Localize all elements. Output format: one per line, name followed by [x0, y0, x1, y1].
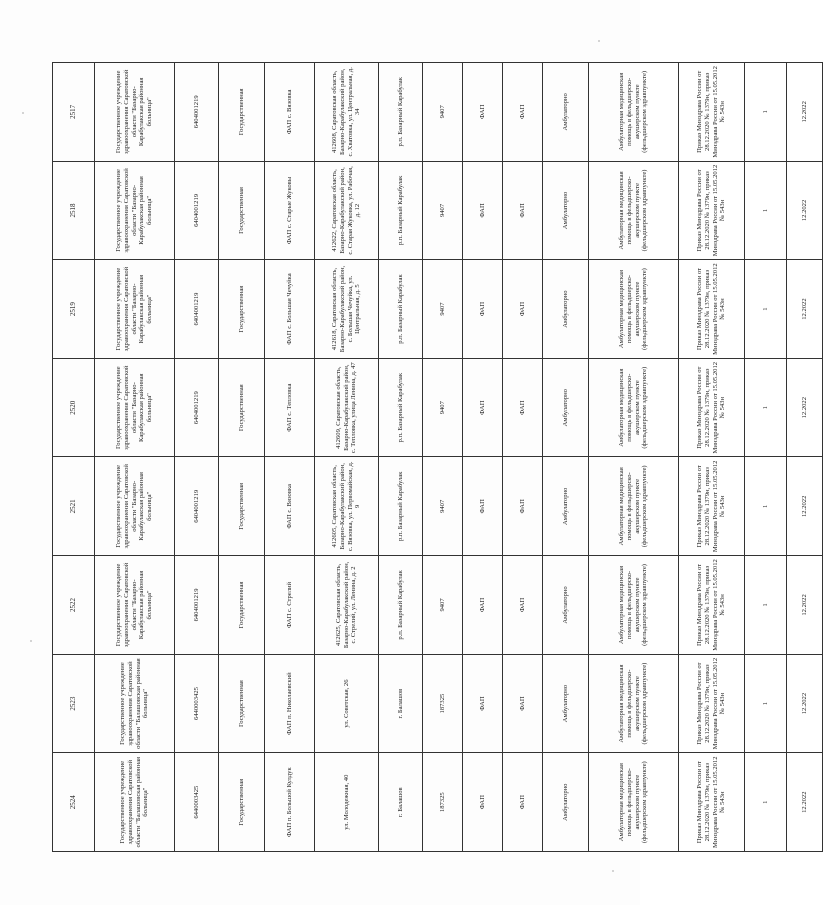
field-row-type2	[503, 63, 543, 852]
field-row-org	[95, 63, 175, 852]
field-row-code	[423, 63, 463, 852]
cell-type2: ФАП	[503, 358, 543, 457]
cell-condition: Амбулаторно	[543, 358, 589, 457]
cell-type2: ФАП	[503, 753, 543, 852]
cell-doc: Приказ Минздрава России от 28.12.2020 № 1379н, приказ Минздрава России от 15.05.2012 № 543н	[679, 654, 745, 753]
cell-inn: 6404001219	[175, 63, 219, 162]
cell-id: 2519	[53, 260, 95, 359]
field-row-purpose	[589, 63, 679, 852]
cell-num: 1	[745, 457, 787, 556]
cell-num: 1	[745, 358, 787, 457]
cell-locality: р.п. Базарный Карабулак	[379, 457, 423, 556]
cell-date: 12.2022	[787, 358, 823, 457]
cell-condition: Амбулаторно	[543, 161, 589, 260]
cell-form: Государственная	[219, 63, 265, 162]
field-row-address	[315, 63, 379, 852]
cell-locality: р.п. Базарный Карабулак	[379, 358, 423, 457]
cell-id: 2518	[53, 161, 95, 260]
cell-num: 1	[745, 556, 787, 655]
cell-locality: г. Балашов	[379, 654, 423, 753]
cell-num: 1	[745, 654, 787, 753]
cell-num: 1	[745, 63, 787, 162]
cell-date: 12.2022	[787, 161, 823, 260]
cell-condition: Амбулаторно	[543, 753, 589, 852]
cell-form: Государственная	[219, 161, 265, 260]
cell-address: ул. Советская, 26	[315, 654, 379, 753]
cell-name: ФАП с. Вязовка	[265, 457, 315, 556]
field-row-condition	[543, 63, 589, 852]
cell-id: 2517	[53, 63, 95, 162]
field-row-date	[787, 63, 823, 852]
cell-date: 12.2022	[787, 753, 823, 852]
cell-form: Государственная	[219, 753, 265, 852]
cell-code: 9407	[423, 63, 463, 162]
cell-org: Государственное учреждение здравоохранения Саратовской области "Базарно-Карабулакская районная больница"	[95, 63, 175, 162]
cell-address: 412622, Саратовская область, Базарно-Карабулакский район, с. Старая Жуковка, ул. Рабочая, д. 12	[315, 161, 379, 260]
cell-purpose: Амбулаторная медицинская помощь в фельдшерско-акушерском пункте (фельдшерском здравпункте)	[589, 358, 679, 457]
cell-doc: Приказ Минздрава России от 28.12.2020 № 1379н, приказ Минздрава России от 15.05.2012 № 543н	[679, 161, 745, 260]
cell-doc: Приказ Минздрава России от 28.12.2020 № 1379н, приказ Минздрава России от 15.05.2012 № 543н	[679, 260, 745, 359]
cell-type2: ФАП	[503, 260, 543, 359]
cell-code: 9407	[423, 556, 463, 655]
facility-table	[52, 62, 823, 852]
cell-id: 2521	[53, 457, 95, 556]
cell-locality: р.п. Базарный Карабулак	[379, 260, 423, 359]
cell-id: 2523	[53, 654, 95, 753]
cell-inn: 6404001219	[175, 260, 219, 359]
cell-address: 412618, Саратовская область, Базарно-Карабулакский район, с. Большая Чечуйка, ул. Центральная, д. 5	[315, 260, 379, 359]
cell-address: 412608, Саратовская область, Базарно-Карабулакский район, с. Хватовка, ул. Центральная, д. 34	[315, 63, 379, 162]
cell-type2: ФАП	[503, 556, 543, 655]
cell-locality: р.п. Базарный Карабулак	[379, 63, 423, 162]
cell-org: Государственное учреждение здравоохранения Саратовской области "Базарно-Карабулакская районная больница"	[95, 161, 175, 260]
cell-code: 187325	[423, 753, 463, 852]
cell-org: Государственное учреждение здравоохранения Саратовской области "Базарно-Карабулакская районная больница"	[95, 457, 175, 556]
field-row-id	[53, 63, 95, 852]
cell-condition: Амбулаторно	[543, 457, 589, 556]
cell-purpose: Амбулаторная медицинская помощь в фельдшерско-акушерском пункте (фельдшерском здравпункте)	[589, 556, 679, 655]
rotated-table-container	[52, 62, 808, 852]
cell-id: 2524	[53, 753, 95, 852]
cell-name: ФАП с. Большая Чечуйка	[265, 260, 315, 359]
field-row-doc	[679, 63, 745, 852]
cell-type: ФАП	[463, 358, 503, 457]
cell-date: 12.2022	[787, 457, 823, 556]
cell-form: Государственная	[219, 457, 265, 556]
cell-name: ФАП с. Старые Жуковы	[265, 161, 315, 260]
field-row-inn	[175, 63, 219, 852]
cell-date: 12.2022	[787, 63, 823, 162]
cell-purpose: Амбулаторная медицинская помощь в фельдшерско-акушерском пункте (фельдшерском здравпункте)	[589, 161, 679, 260]
cell-code: 9407	[423, 358, 463, 457]
cell-type: ФАП	[463, 753, 503, 852]
cell-locality: р.п. Базарный Карабулак	[379, 161, 423, 260]
cell-inn: 6404001219	[175, 161, 219, 260]
cell-type2: ФАП	[503, 654, 543, 753]
cell-condition: Амбулаторно	[543, 654, 589, 753]
cell-doc: Приказ Минздрава России от 28.12.2020 № 1379н, приказ Минздрава России от 15.05.2012 № 543н	[679, 358, 745, 457]
cell-condition: Амбулаторно	[543, 260, 589, 359]
cell-code: 187325	[423, 654, 463, 753]
cell-org: Государственное учреждение здравоохранения Саратовской области "Базарно-Карабулакская районная больница"	[95, 260, 175, 359]
cell-locality: р.п. Базарный Карабулак	[379, 556, 423, 655]
cell-num: 1	[745, 161, 787, 260]
cell-org: Государственное учреждение здравоохранения Саратовской области "Балашовская районная больница"	[95, 654, 175, 753]
cell-inn: 6404001219	[175, 556, 219, 655]
cell-inn: 6440003425	[175, 753, 219, 852]
cell-form: Государственная	[219, 260, 265, 359]
cell-name: ФАП п. Николаевский	[265, 654, 315, 753]
cell-purpose: Амбулаторная медицинская помощь в фельдшерско-акушерском пункте (фельдшерском здравпункте)	[589, 63, 679, 162]
cell-doc: Приказ Минздрава России от 28.12.2020 № 1379н, приказ Минздрава России от 15.05.2012 № 543н	[679, 63, 745, 162]
cell-doc: Приказ Минздрава России от 28.12.2020 № 1379н, приказ Минздрава России от 15.05.2012 № 543н	[679, 753, 745, 852]
field-row-num	[745, 63, 787, 852]
cell-org: Государственное учреждение здравоохранения Саратовской области "Базарно-Карабулакская районная больница"	[95, 358, 175, 457]
cell-type: ФАП	[463, 63, 503, 162]
cell-type: ФАП	[463, 161, 503, 260]
cell-purpose: Амбулаторная медицинская помощь в фельдшерско-акушерском пункте (фельдшерском здравпункте)	[589, 260, 679, 359]
cell-type: ФАП	[463, 457, 503, 556]
cell-type2: ФАП	[503, 457, 543, 556]
field-row-name	[265, 63, 315, 852]
cell-address: ул. Молодежная, 40	[315, 753, 379, 852]
cell-id: 2522	[53, 556, 95, 655]
cell-address: 412625, Саратовская область, Базарно-Карабулакский район, с. Стрелий, ул. Ленина, д. 2	[315, 556, 379, 655]
scan-speck	[22, 112, 24, 114]
cell-type2: ФАП	[503, 161, 543, 260]
cell-address: 412609, Саратовская область, Базарно-Карабулакский район, с. Тепловка, улица Ленина, д. 47	[315, 358, 379, 457]
field-row-type	[463, 63, 503, 852]
field-row-locality	[379, 63, 423, 852]
cell-num: 1	[745, 753, 787, 852]
cell-type2: ФАП	[503, 63, 543, 162]
cell-inn: 6404001219	[175, 358, 219, 457]
cell-name: ФАП с. Тепловка	[265, 358, 315, 457]
cell-purpose: Амбулаторная медицинская помощь в фельдшерско-акушерском пункте (фельдшерском здравпункте)	[589, 753, 679, 852]
cell-locality: г. Балашов	[379, 753, 423, 852]
cell-condition: Амбулаторно	[543, 63, 589, 162]
scan-speck	[30, 640, 32, 642]
cell-code: 9407	[423, 260, 463, 359]
cell-date: 12.2022	[787, 260, 823, 359]
scan-speck	[612, 870, 614, 872]
cell-doc: Приказ Минздрава России от 28.12.2020 № 1379н, приказ Минздрава России от 15.05.2012 № 543н	[679, 556, 745, 655]
cell-type: ФАП	[463, 556, 503, 655]
cell-form: Государственная	[219, 654, 265, 753]
cell-purpose: Амбулаторная медицинская помощь в фельдшерско-акушерском пункте (фельдшерском здравпункте)	[589, 457, 679, 556]
cell-date: 12.2022	[787, 556, 823, 655]
cell-code: 9407	[423, 457, 463, 556]
cell-num: 1	[745, 260, 787, 359]
scan-speck	[598, 40, 600, 42]
cell-form: Государственная	[219, 556, 265, 655]
cell-inn: 6404001219	[175, 457, 219, 556]
cell-id: 2520	[53, 358, 95, 457]
cell-org: Государственное учреждение здравоохранения Саратовской области "Базарно-Карабулакская районная больница"	[95, 556, 175, 655]
cell-name: ФАП с. Стрелий	[265, 556, 315, 655]
cell-type: ФАП	[463, 654, 503, 753]
cell-date: 12.2022	[787, 654, 823, 753]
cell-name: ФАП с. Вязовка	[265, 63, 315, 162]
cell-inn: 6440003425	[175, 654, 219, 753]
field-row-form	[219, 63, 265, 852]
cell-address: 412605, Саратовская область, Базарно-Карабулакский район, с. Вязовка, ул. Первомайская, д. 9	[315, 457, 379, 556]
cell-org: Государственное учреждение здравоохранения Саратовской области "Балашовская районная больница"	[95, 753, 175, 852]
cell-doc: Приказ Минздрава России от 28.12.2020 № 1379н, приказ Минздрава России от 15.05.2012 № 543н	[679, 457, 745, 556]
cell-condition: Амбулаторно	[543, 556, 589, 655]
cell-form: Государственная	[219, 358, 265, 457]
cell-name: ФАП п. Большой Кулдук	[265, 753, 315, 852]
cell-code: 9407	[423, 161, 463, 260]
cell-type: ФАП	[463, 260, 503, 359]
cell-purpose: Амбулаторная медицинская помощь в фельдшерско-акушерском пункте (фельдшерском здравпункте)	[589, 654, 679, 753]
